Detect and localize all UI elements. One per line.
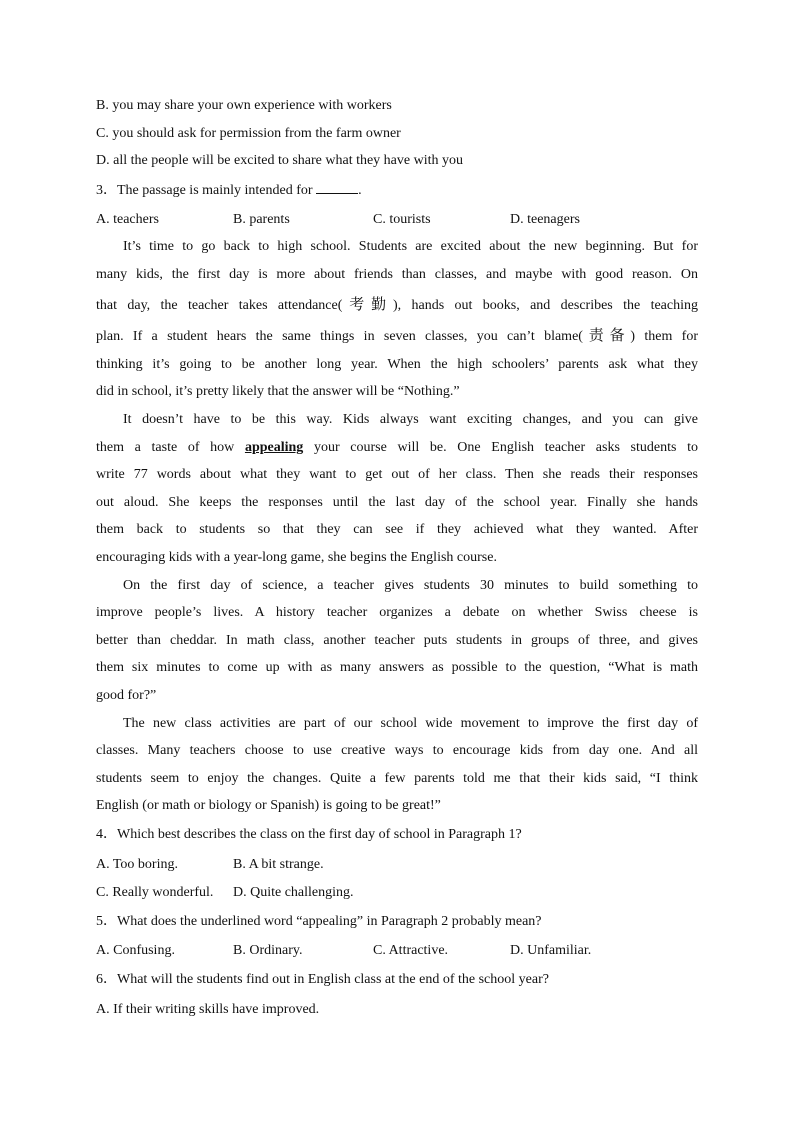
passage-p3-line: improve people’s lives. A history teacher organizes a debate on whether Swiss cheese is [96,605,698,620]
passage-p2-line: write 77 words about what they want to get out of her class. Then she reads their responses [96,467,698,482]
answer-blank [316,181,358,194]
q6-option-a: A. If their writing skills have improved. [96,1002,320,1017]
passage-p1-line: many kids, the first day is more about friends than classes, and maybe with good reason. On [96,267,698,282]
passage-p3-line: On the first day of science, a teacher gives students 30 minutes to build something to [123,578,698,593]
passage-p1-line: thinking it’s going to be another long year. When the high schoolers’ parents ask what they [96,357,698,372]
passage-p3-line: better than cheddar. In math class, another teacher puts students in groups of three, and gives [96,633,698,648]
q4-option-a: A. Too boring. [96,857,178,872]
q4-options-row1 [96,856,698,874]
q2-option-d: D. all the people will be excited to share what they have with you [96,153,464,168]
q4-option-b: B. A bit strange. [233,857,324,872]
passage-p4-line: English (or math or biology or Spanish) is going to be great!” [96,798,441,813]
q4-stem: 4．Which best describes the class on the first day of school in Paragraph 1? [96,827,522,842]
q4-options-row2 [96,884,698,902]
passage-p4-line: classes. Many teachers choose to use creative ways to encourage kids from day one. And all [96,743,698,758]
q3-option-a: A. teachers [96,212,159,227]
passage-p2-line: out aloud. She keeps the responses until the last day of the school year. Finally she hands [96,495,698,510]
q3-option-b: B. parents [233,212,290,227]
q2-option-c: C. you should ask for permission from the farm owner [96,126,401,141]
q5-option-d: D. Unfamiliar. [510,943,592,958]
passage-p2-line: It doesn’t have to be this way. Kids always want exciting changes, and you can give [123,412,698,427]
underlined-word: appealing [244,440,304,455]
passage-p3-line: them six minutes to come up with as many answers as possible to the question, “What is math [96,660,698,675]
passage-p1-line: that day, the teacher takes attendance(考勤), hands out books, and describes the teaching [96,295,698,313]
passage-p1-line: plan. If a student hears the same things in seven classes, you can’t blame(责备) them for [96,326,698,344]
q5-option-a: A. Confusing. [96,943,175,958]
q3-option-c: C. tourists [373,212,431,227]
passage-p1-line: did in school, it’s pretty likely that the answer will be “Nothing.” [96,384,460,399]
q2-option-b: B. you may share your own experience with workers [96,98,392,113]
q5-options [96,942,698,960]
passage-p3-line: good for?” [96,688,157,703]
passage-p2-line: them a taste of how appealing your course will be. One English teacher asks students to [96,440,698,455]
q4-option-c: C. Really wonderful. [96,885,214,900]
passage-p4-line: The new class activities are part of our school wide movement to improve the first day of [123,716,698,731]
q5-option-b: B. Ordinary. [233,943,303,958]
q5-stem: 5．What does the underlined word “appealing” in Paragraph 2 probably mean? [96,914,542,929]
passage-p2-line: encouraging kids with a year-long game, she begins the English course. [96,550,497,565]
passage-p4-line: students seem to enjoy the changes. Quite a few parents told me that their kids said, “I think [96,771,698,786]
q3-option-d: D. teenagers [510,212,580,227]
q3-options [96,211,698,229]
passage-p1-line: It’s time to go back to high school. Students are excited about the new beginning. But for [123,239,698,254]
q4-option-d: D. Quite challenging. [233,885,354,900]
q5-option-c: C. Attractive. [373,943,449,958]
passage-p2-line: them back to students so that they can see if they achieved what they wanted. After [96,522,698,537]
q3-stem: 3．The passage is mainly intended for . [96,183,362,198]
q6-stem: 6．What will the students find out in English class at the end of the school year? [96,972,549,987]
